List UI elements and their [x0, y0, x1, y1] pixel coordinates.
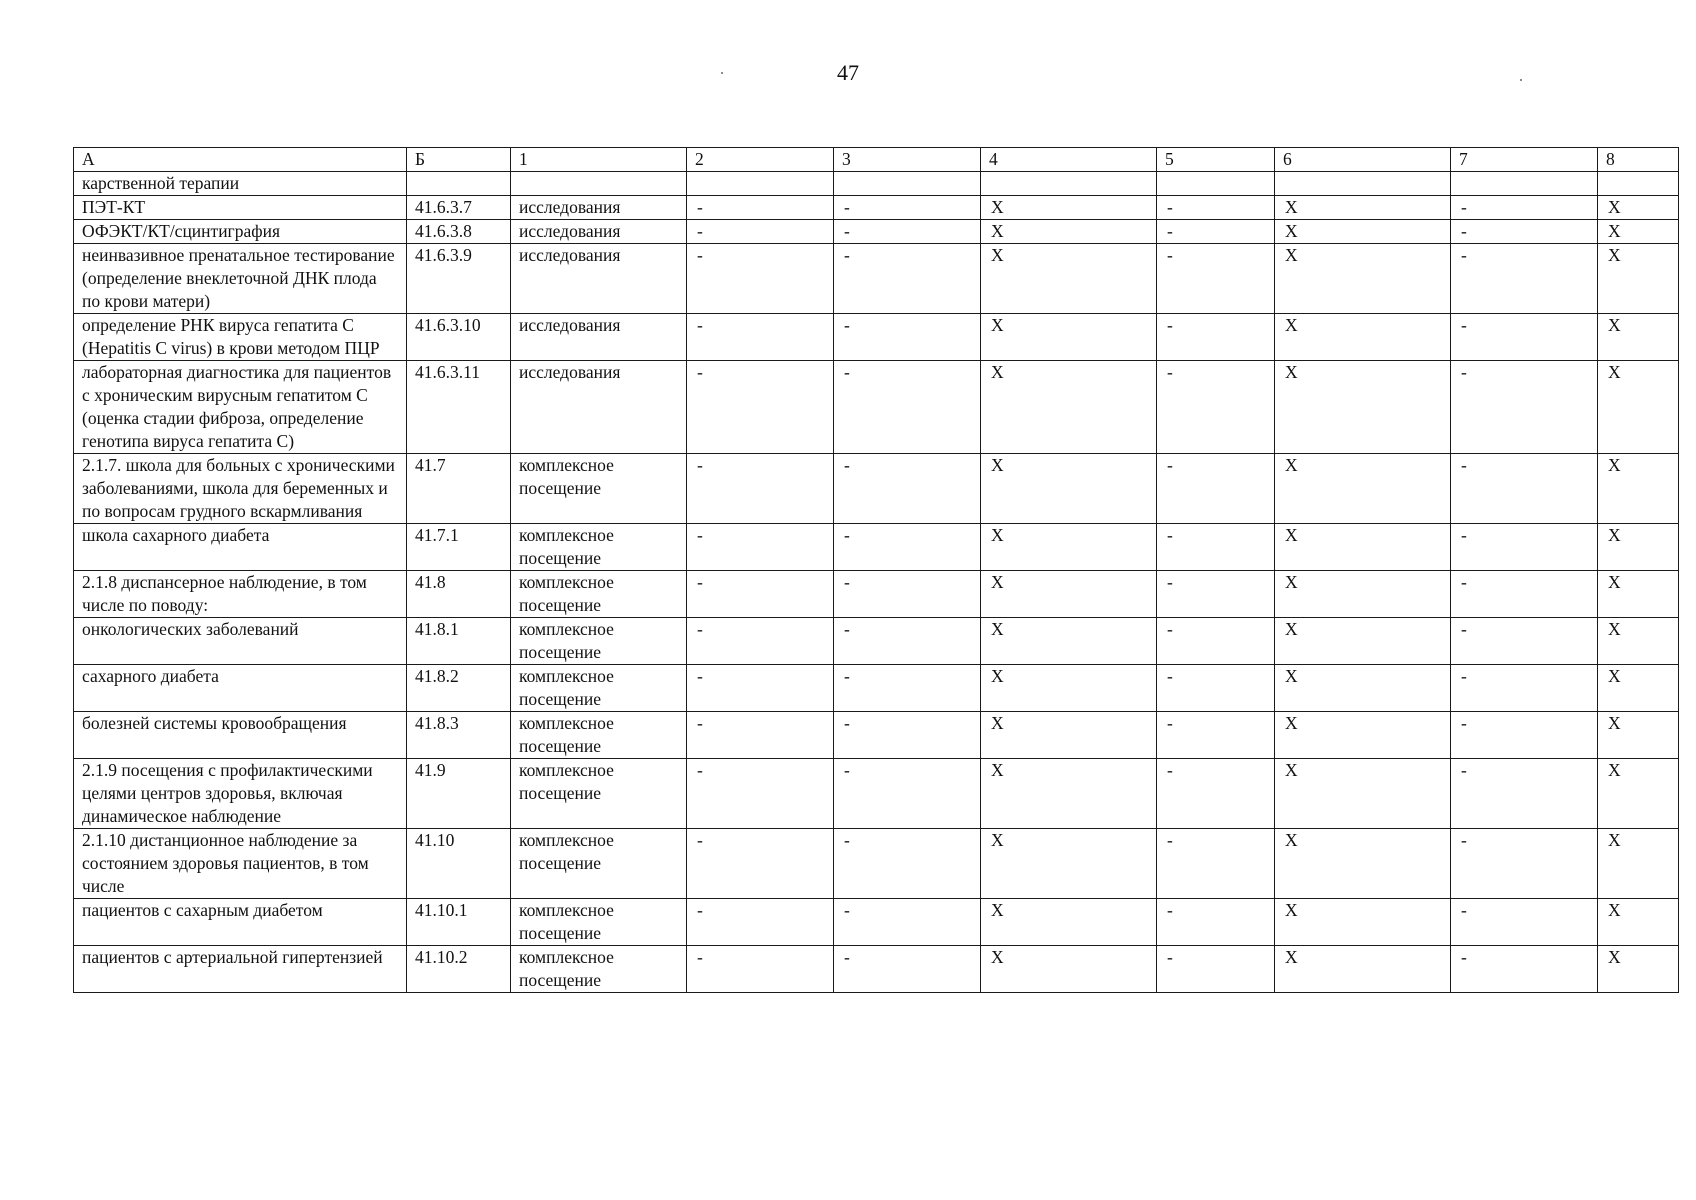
row-unit	[511, 172, 687, 196]
col-4-value: X	[981, 665, 1157, 712]
col-7-value: -	[1451, 618, 1598, 665]
table-row	[74, 454, 1679, 524]
col-2-value: -	[687, 244, 834, 314]
col-6-value: X	[1275, 618, 1451, 665]
col-4-value: X	[981, 618, 1157, 665]
col-5-value: -	[1157, 361, 1275, 454]
col-7-value: -	[1451, 829, 1598, 899]
col-3-value: -	[834, 524, 981, 571]
row-unit: исследования	[511, 314, 687, 361]
row-code: 41.6.3.9	[407, 244, 511, 314]
col-5-value: -	[1157, 454, 1275, 524]
row-code: 41.6.3.10	[407, 314, 511, 361]
col-5-value: -	[1157, 759, 1275, 829]
col-6-value: X	[1275, 244, 1451, 314]
col-8-value: X	[1598, 759, 1679, 829]
col-6-value: X	[1275, 712, 1451, 759]
col-4-value: X	[981, 524, 1157, 571]
col-8-value: X	[1598, 829, 1679, 899]
row-name: школа сахарного диабета	[74, 524, 407, 571]
col-8-value: X	[1598, 196, 1679, 220]
header-cell: 5	[1157, 148, 1275, 172]
col-4-value: X	[981, 899, 1157, 946]
col-8-value: X	[1598, 314, 1679, 361]
col-8-value: X	[1598, 618, 1679, 665]
col-8-value: X	[1598, 946, 1679, 993]
row-name: 2.1.8 диспансерное наблюдение, в том числе по поводу:	[74, 571, 407, 618]
header-cell: А	[74, 148, 407, 172]
col-3-value	[834, 172, 981, 196]
col-4-value: X	[981, 361, 1157, 454]
table-row	[74, 314, 1679, 361]
table-row	[74, 244, 1679, 314]
row-unit: комплексное посещение	[511, 946, 687, 993]
row-code: 41.8.3	[407, 712, 511, 759]
col-8-value: X	[1598, 220, 1679, 244]
header-cell: 4	[981, 148, 1157, 172]
col-6-value: X	[1275, 899, 1451, 946]
row-unit: исследования	[511, 220, 687, 244]
col-7-value: -	[1451, 454, 1598, 524]
row-unit: комплексное посещение	[511, 571, 687, 618]
col-7-value: -	[1451, 946, 1598, 993]
row-unit: комплексное посещение	[511, 712, 687, 759]
row-code: 41.8.2	[407, 665, 511, 712]
col-3-value: -	[834, 712, 981, 759]
col-7-value: -	[1451, 665, 1598, 712]
table-row	[74, 665, 1679, 712]
row-code: 41.6.3.7	[407, 196, 511, 220]
col-8-value: X	[1598, 361, 1679, 454]
col-2-value: -	[687, 946, 834, 993]
col-7-value: -	[1451, 571, 1598, 618]
col-5-value: -	[1157, 712, 1275, 759]
row-code: 41.9	[407, 759, 511, 829]
table-row	[74, 196, 1679, 220]
col-7-value: -	[1451, 196, 1598, 220]
col-8-value: X	[1598, 899, 1679, 946]
table-row	[74, 361, 1679, 454]
row-unit: комплексное посещение	[511, 899, 687, 946]
row-name: пациентов с артериальной гипертензией	[74, 946, 407, 993]
row-name: 2.1.9 посещения с профилактическими целями центров здоровья, включая динамическое наблюдение	[74, 759, 407, 829]
col-7-value: -	[1451, 759, 1598, 829]
col-4-value	[981, 172, 1157, 196]
row-code: 41.6.3.8	[407, 220, 511, 244]
header-cell: 1	[511, 148, 687, 172]
row-name: лабораторная диагностика для пациентов с хроническим вирусным гепатитом С (оценка стадии фиброза, определение генотипа вируса гепатита С)	[74, 361, 407, 454]
col-8-value: X	[1598, 712, 1679, 759]
row-name: неинвазивное пренатальное тестирование (определение внеклеточной ДНК плода по крови матери)	[74, 244, 407, 314]
col-5-value: -	[1157, 899, 1275, 946]
col-5-value: -	[1157, 665, 1275, 712]
col-3-value: -	[834, 899, 981, 946]
col-2-value: -	[687, 829, 834, 899]
row-name: ПЭТ-КТ	[74, 196, 407, 220]
row-unit: комплексное посещение	[511, 665, 687, 712]
col-6-value: X	[1275, 220, 1451, 244]
col-6-value: X	[1275, 946, 1451, 993]
col-4-value: X	[981, 454, 1157, 524]
col-3-value: -	[834, 571, 981, 618]
col-6-value: X	[1275, 571, 1451, 618]
row-code: 41.10.1	[407, 899, 511, 946]
row-unit: исследования	[511, 196, 687, 220]
col-3-value: -	[834, 244, 981, 314]
col-7-value	[1451, 172, 1598, 196]
row-unit: комплексное посещение	[511, 829, 687, 899]
col-4-value: X	[981, 196, 1157, 220]
row-name: 2.1.10 дистанционное наблюдение за состоянием здоровья пациентов, в том числе	[74, 829, 407, 899]
col-5-value: -	[1157, 571, 1275, 618]
col-3-value: -	[834, 314, 981, 361]
col-7-value: -	[1451, 220, 1598, 244]
row-code: 41.7.1	[407, 524, 511, 571]
col-8-value: X	[1598, 244, 1679, 314]
row-name: карственной терапии	[74, 172, 407, 196]
row-unit: комплексное посещение	[511, 618, 687, 665]
col-2-value: -	[687, 196, 834, 220]
col-7-value: -	[1451, 899, 1598, 946]
col-5-value: -	[1157, 196, 1275, 220]
row-code	[407, 172, 511, 196]
col-5-value: -	[1157, 244, 1275, 314]
col-2-value: -	[687, 314, 834, 361]
col-6-value	[1275, 172, 1451, 196]
page-number: 47	[837, 60, 859, 85]
col-2-value: -	[687, 220, 834, 244]
table-row	[74, 172, 1679, 196]
col-6-value: X	[1275, 361, 1451, 454]
col-7-value: -	[1451, 524, 1598, 571]
row-name: онкологических заболеваний	[74, 618, 407, 665]
row-unit: комплексное посещение	[511, 454, 687, 524]
row-unit: исследования	[511, 361, 687, 454]
scan-speck	[1520, 79, 1522, 81]
row-name: 2.1.7. школа для больных с хроническими заболеваниями, школа для беременных и по вопросам грудного вскармливания	[74, 454, 407, 524]
col-4-value: X	[981, 759, 1157, 829]
col-3-value: -	[834, 454, 981, 524]
col-4-value: X	[981, 314, 1157, 361]
col-3-value: -	[834, 665, 981, 712]
col-3-value: -	[834, 618, 981, 665]
table-row	[74, 712, 1679, 759]
col-4-value: X	[981, 712, 1157, 759]
col-6-value: X	[1275, 454, 1451, 524]
col-8-value: X	[1598, 454, 1679, 524]
row-code: 41.10.2	[407, 946, 511, 993]
table-row	[74, 220, 1679, 244]
col-3-value: -	[834, 220, 981, 244]
row-unit: комплексное посещение	[511, 759, 687, 829]
col-6-value: X	[1275, 196, 1451, 220]
col-2-value: -	[687, 524, 834, 571]
col-5-value	[1157, 172, 1275, 196]
col-2-value: -	[687, 899, 834, 946]
col-4-value: X	[981, 220, 1157, 244]
col-7-value: -	[1451, 244, 1598, 314]
col-3-value: -	[834, 946, 981, 993]
row-name: определение РНК вируса гепатита С (Hepatitis C virus) в крови методом ПЦР	[74, 314, 407, 361]
table-row	[74, 899, 1679, 946]
header-row	[74, 148, 1679, 172]
table-row	[74, 759, 1679, 829]
col-6-value: X	[1275, 314, 1451, 361]
col-2-value: -	[687, 454, 834, 524]
header-cell: 2	[687, 148, 834, 172]
col-8-value	[1598, 172, 1679, 196]
col-2-value: -	[687, 759, 834, 829]
col-6-value: X	[1275, 665, 1451, 712]
col-8-value: X	[1598, 665, 1679, 712]
row-code: 41.6.3.11	[407, 361, 511, 454]
col-7-value: -	[1451, 314, 1598, 361]
header-cell: Б	[407, 148, 511, 172]
row-name: сахарного диабета	[74, 665, 407, 712]
row-name: болезней системы кровообращения	[74, 712, 407, 759]
col-4-value: X	[981, 244, 1157, 314]
col-7-value: -	[1451, 712, 1598, 759]
row-code: 41.10	[407, 829, 511, 899]
scan-speck	[721, 72, 723, 74]
col-2-value: -	[687, 665, 834, 712]
row-code: 41.8	[407, 571, 511, 618]
col-3-value: -	[834, 196, 981, 220]
data-table	[73, 147, 1679, 993]
col-5-value: -	[1157, 314, 1275, 361]
col-2-value: -	[687, 712, 834, 759]
row-unit: комплексное посещение	[511, 524, 687, 571]
col-2-value: -	[687, 361, 834, 454]
header-cell: 6	[1275, 148, 1451, 172]
table-row	[74, 524, 1679, 571]
col-3-value: -	[834, 759, 981, 829]
col-8-value: X	[1598, 524, 1679, 571]
col-4-value: X	[981, 946, 1157, 993]
header-cell: 3	[834, 148, 981, 172]
table-row	[74, 946, 1679, 993]
col-4-value: X	[981, 571, 1157, 618]
col-5-value: -	[1157, 220, 1275, 244]
col-5-value: -	[1157, 618, 1275, 665]
col-5-value: -	[1157, 946, 1275, 993]
table-row	[74, 571, 1679, 618]
col-4-value: X	[981, 829, 1157, 899]
table-row	[74, 618, 1679, 665]
col-5-value: -	[1157, 524, 1275, 571]
col-6-value: X	[1275, 759, 1451, 829]
row-code: 41.7	[407, 454, 511, 524]
col-3-value: -	[834, 361, 981, 454]
table-row	[74, 829, 1679, 899]
header-cell: 8	[1598, 148, 1679, 172]
col-6-value: X	[1275, 524, 1451, 571]
header-cell: 7	[1451, 148, 1598, 172]
row-unit: исследования	[511, 244, 687, 314]
row-name: пациентов с сахарным диабетом	[74, 899, 407, 946]
col-2-value	[687, 172, 834, 196]
col-2-value: -	[687, 618, 834, 665]
col-6-value: X	[1275, 829, 1451, 899]
col-3-value: -	[834, 829, 981, 899]
row-code: 41.8.1	[407, 618, 511, 665]
col-2-value: -	[687, 571, 834, 618]
col-5-value: -	[1157, 829, 1275, 899]
row-name: ОФЭКТ/КТ/сцинтиграфия	[74, 220, 407, 244]
col-7-value: -	[1451, 361, 1598, 454]
col-8-value: X	[1598, 571, 1679, 618]
